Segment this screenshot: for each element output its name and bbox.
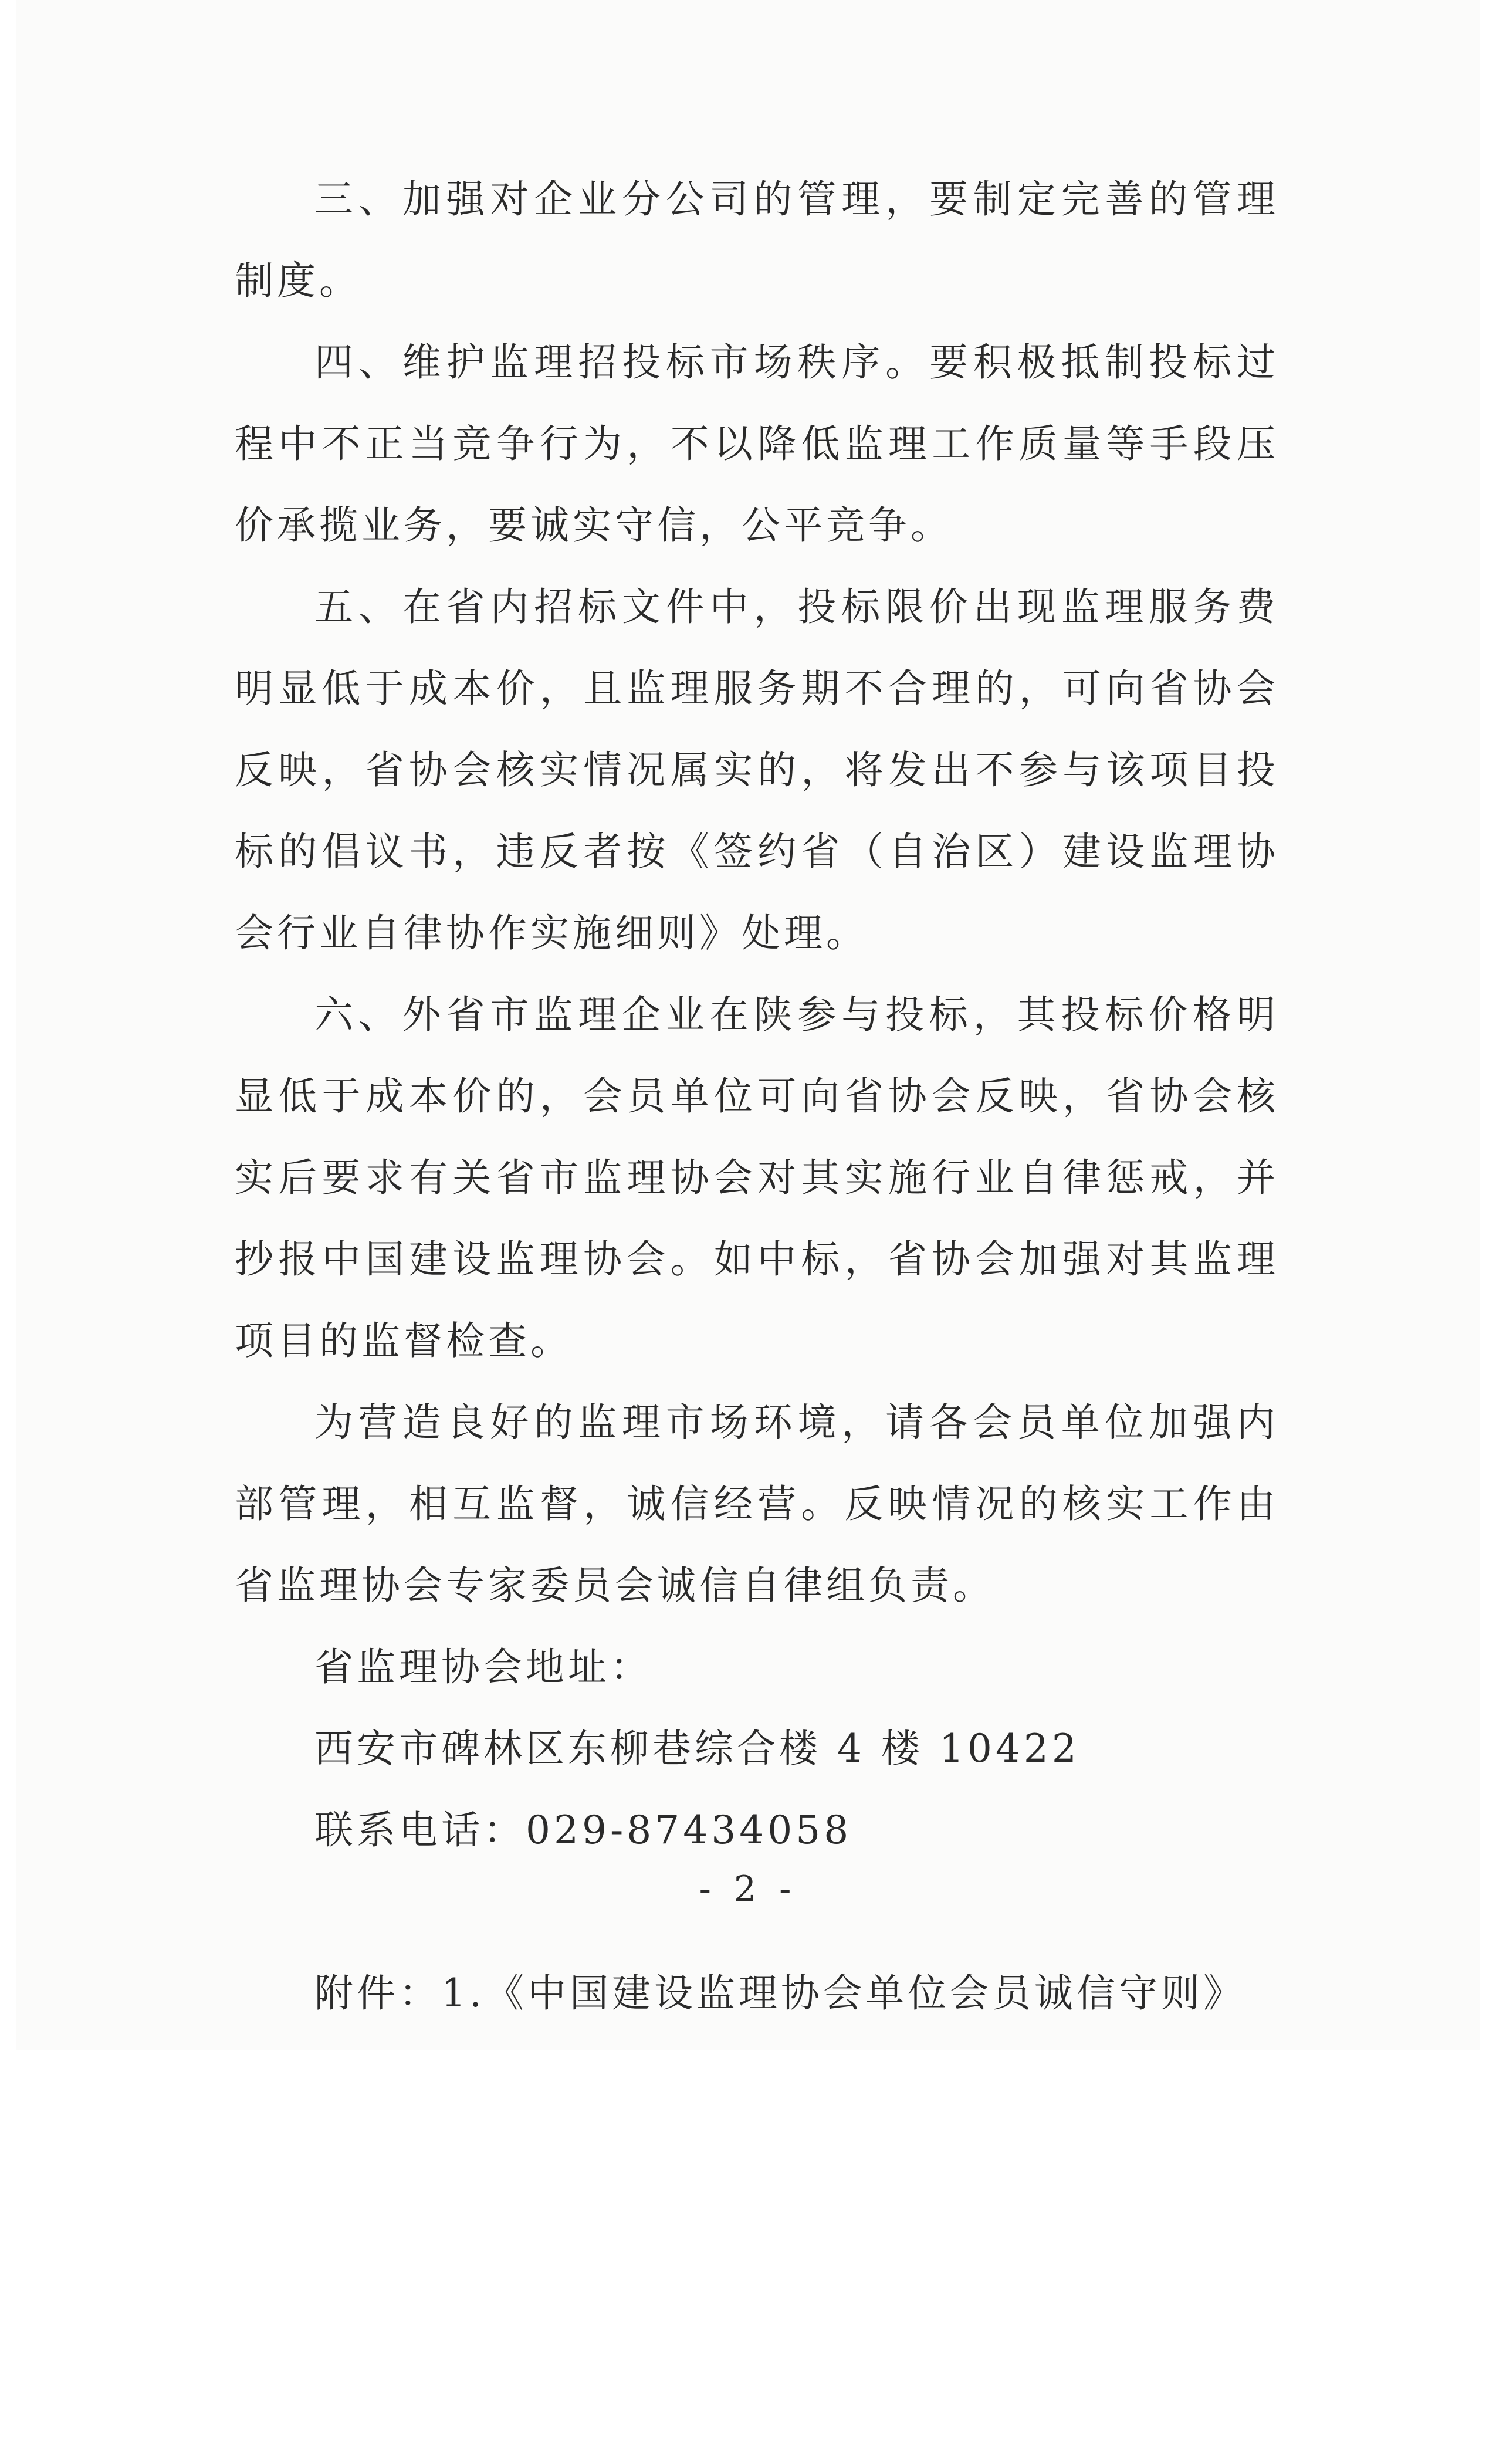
paragraph-5: 五、在省内招标文件中，投标限价出现监理服务费明显低于成本价，且监理服务期不合理的，可向省协会反映，省协会核实情况属实的，将发出不参与该项目投标的倡议书，违反者按《签约省（自治区）建设监理协会行业自律协作实施细则》处理。: [235, 584, 1279, 956]
closing-paragraph: 为营造良好的监理市场环境，请各会员单位加强内部管理，相互监督，诚信经营。反映情况的核实工作由省监理协会专家委员会诚信自律组负责。: [235, 1400, 1279, 1608]
paragraph-4: 四、维护监理招投标市场秩序。要积极抵制投标过程中不正当竞争行为，不以降低监理工作质量等手段压价承揽业务，要诚实守信，公平竞争。: [235, 340, 1279, 548]
attachment-line: 附件：1.《中国建设监理协会单位会员诚信守则》: [314, 1971, 1245, 2016]
phone-text: 联系电话：029-87434058: [314, 1808, 852, 1853]
address-label: 省监理协会地址：: [314, 1644, 652, 1690]
paragraph-6: 六、外省市监理企业在陕参与投标，其投标价格明显低于成本价的，会员单位可向省协会反映，省协会核实后要求有关省市监理协会对其实施行业自律惩戒，并抄报中国建设监理协会。如中标，省协会加强对其监理项目的监督检查。: [235, 992, 1279, 1363]
address-text: 西安市碑林区东柳巷综合楼 4 楼 10422: [314, 1726, 1080, 1771]
page-number: - 2 -: [699, 1869, 797, 1910]
paragraph-3: 三、加强对企业分公司的管理，要制定完善的管理制度。: [235, 177, 1279, 303]
document-body: [235, 158, 1279, 2034]
